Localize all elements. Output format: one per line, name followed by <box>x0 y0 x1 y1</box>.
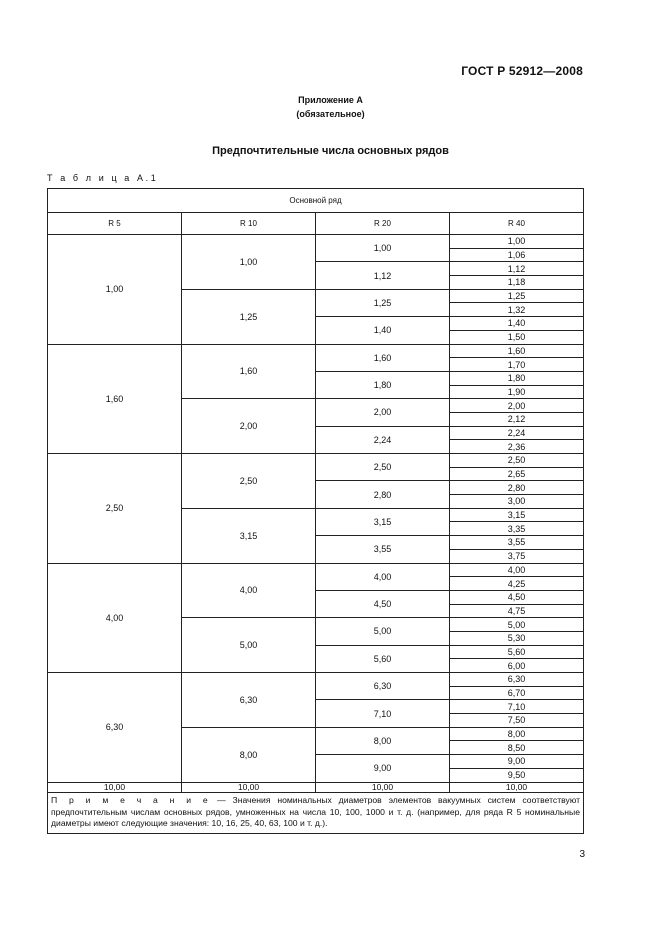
r40-cell: 6,70 <box>450 686 584 700</box>
r40-cell: 1,90 <box>450 385 584 399</box>
r40-cell: 2,65 <box>450 467 584 481</box>
r40-cell: 1,50 <box>450 330 584 344</box>
r5-cell: 1,60 <box>48 344 182 454</box>
r40-cell: 6,00 <box>450 659 584 673</box>
r20-cell: 1,12 <box>316 262 450 289</box>
r40-cell: 8,00 <box>450 727 584 741</box>
r20-cell: 9,00 <box>316 755 450 782</box>
r40-cell: 1,60 <box>450 344 584 358</box>
column-header-r5: R 5 <box>48 213 182 235</box>
r40-cell: 1,40 <box>450 317 584 331</box>
r20-cell: 1,40 <box>316 317 450 344</box>
r40-cell: 3,55 <box>450 536 584 550</box>
r40-cell: 2,12 <box>450 412 584 426</box>
r40-cell: 4,75 <box>450 604 584 618</box>
annex-status: (обязательное) <box>296 109 365 119</box>
r40-cell: 5,30 <box>450 631 584 645</box>
r40-cell: 1,12 <box>450 262 584 276</box>
r10-cell: 5,00 <box>182 618 316 673</box>
r20-cell: 3,15 <box>316 508 450 535</box>
r20-cell: 2,50 <box>316 454 450 481</box>
standard-code: ГОСТ Р 52912—2008 <box>461 64 583 78</box>
r20-cell: 5,00 <box>316 618 450 645</box>
r40-cell: 2,50 <box>450 454 584 468</box>
r40-cell: 1,18 <box>450 276 584 290</box>
r20-cell: 3,55 <box>316 536 450 563</box>
r20-cell: 4,50 <box>316 590 450 617</box>
note-row <box>48 793 584 834</box>
r40-cell: 8,50 <box>450 741 584 755</box>
r40-cell: 4,00 <box>450 563 584 577</box>
r40-cell: 1,32 <box>450 303 584 317</box>
r10-cell: 1,60 <box>182 344 316 399</box>
r40-cell: 2,36 <box>450 440 584 454</box>
r40-cell: 3,15 <box>450 508 584 522</box>
r40-cell: 9,50 <box>450 768 584 782</box>
r40-cell: 3,00 <box>450 495 584 509</box>
r40-cell: 4,25 <box>450 577 584 591</box>
r5-cell: 6,30 <box>48 673 182 783</box>
r40-cell: 1,80 <box>450 371 584 385</box>
table-row <box>48 235 584 249</box>
r10-cell: 3,15 <box>182 508 316 563</box>
table-row <box>48 673 584 687</box>
r20-cell: 2,00 <box>316 399 450 426</box>
r20-cell: 8,00 <box>316 727 450 754</box>
annex-heading: Предпочтительные числа основных рядов <box>212 145 449 157</box>
final-value-cell: 10,00 <box>450 782 584 793</box>
table-note <box>48 793 584 834</box>
r40-cell: 7,10 <box>450 700 584 714</box>
r40-cell: 1,00 <box>450 235 584 249</box>
r40-cell: 1,06 <box>450 248 584 262</box>
r40-cell: 1,25 <box>450 289 584 303</box>
final-value-cell: 10,00 <box>48 782 182 793</box>
r20-cell: 2,80 <box>316 481 450 508</box>
r20-cell: 4,00 <box>316 563 450 590</box>
r5-cell: 1,00 <box>48 235 182 345</box>
note-text: — Значения номинальных диаметров элементов вакуумных систем соответствуют предпочтительным числам основных рядов, умноженных на числа 10, 100, 1000 и т. д. (например, для ряда R 5 номинальные диаметры имеют следующие значения: 10, 16, 25, 40, 63, 100 и т. д.). <box>51 795 581 829</box>
r20-cell: 1,80 <box>316 371 450 398</box>
table-row <box>48 563 584 577</box>
r40-cell: 9,00 <box>450 755 584 769</box>
r10-cell: 1,00 <box>182 235 316 290</box>
annex-title: Приложение А <box>298 95 363 105</box>
r10-cell: 8,00 <box>182 727 316 782</box>
r40-cell: 2,00 <box>450 399 584 413</box>
r40-cell: 7,50 <box>450 714 584 728</box>
r5-cell: 2,50 <box>48 454 182 564</box>
table-caption: Т а б л и ц а А.1 <box>47 173 159 183</box>
table-row <box>48 344 584 358</box>
r40-cell: 2,80 <box>450 481 584 495</box>
r20-cell: 7,10 <box>316 700 450 727</box>
r10-cell: 4,00 <box>182 563 316 618</box>
final-value-cell: 10,00 <box>316 782 450 793</box>
r10-cell: 1,25 <box>182 289 316 344</box>
r40-cell: 2,24 <box>450 426 584 440</box>
group-header: Основной ряд <box>48 189 584 213</box>
r40-cell: 3,35 <box>450 522 584 536</box>
r40-cell: 3,75 <box>450 549 584 563</box>
table-row-final <box>48 782 584 793</box>
r5-cell: 4,00 <box>48 563 182 673</box>
r10-cell: 6,30 <box>182 673 316 728</box>
r40-cell: 5,60 <box>450 645 584 659</box>
r20-cell: 5,60 <box>316 645 450 672</box>
table-row <box>48 454 584 468</box>
r20-cell: 1,00 <box>316 235 450 262</box>
final-value-cell: 10,00 <box>182 782 316 793</box>
r40-cell: 5,00 <box>450 618 584 632</box>
page-number: 3 <box>579 849 585 860</box>
column-header-r20: R 20 <box>316 213 450 235</box>
r20-cell: 6,30 <box>316 673 450 700</box>
note-label: П р и м е ч а н и е <box>51 795 211 805</box>
preferred-numbers-table <box>47 188 584 834</box>
r40-cell: 1,70 <box>450 358 584 372</box>
column-header-r40: R 40 <box>450 213 584 235</box>
r10-cell: 2,50 <box>182 454 316 509</box>
r20-cell: 2,24 <box>316 426 450 453</box>
column-header-r10: R 10 <box>182 213 316 235</box>
r40-cell: 4,50 <box>450 590 584 604</box>
r20-cell: 1,60 <box>316 344 450 371</box>
r10-cell: 2,00 <box>182 399 316 454</box>
r20-cell: 1,25 <box>316 289 450 316</box>
r40-cell: 6,30 <box>450 673 584 687</box>
